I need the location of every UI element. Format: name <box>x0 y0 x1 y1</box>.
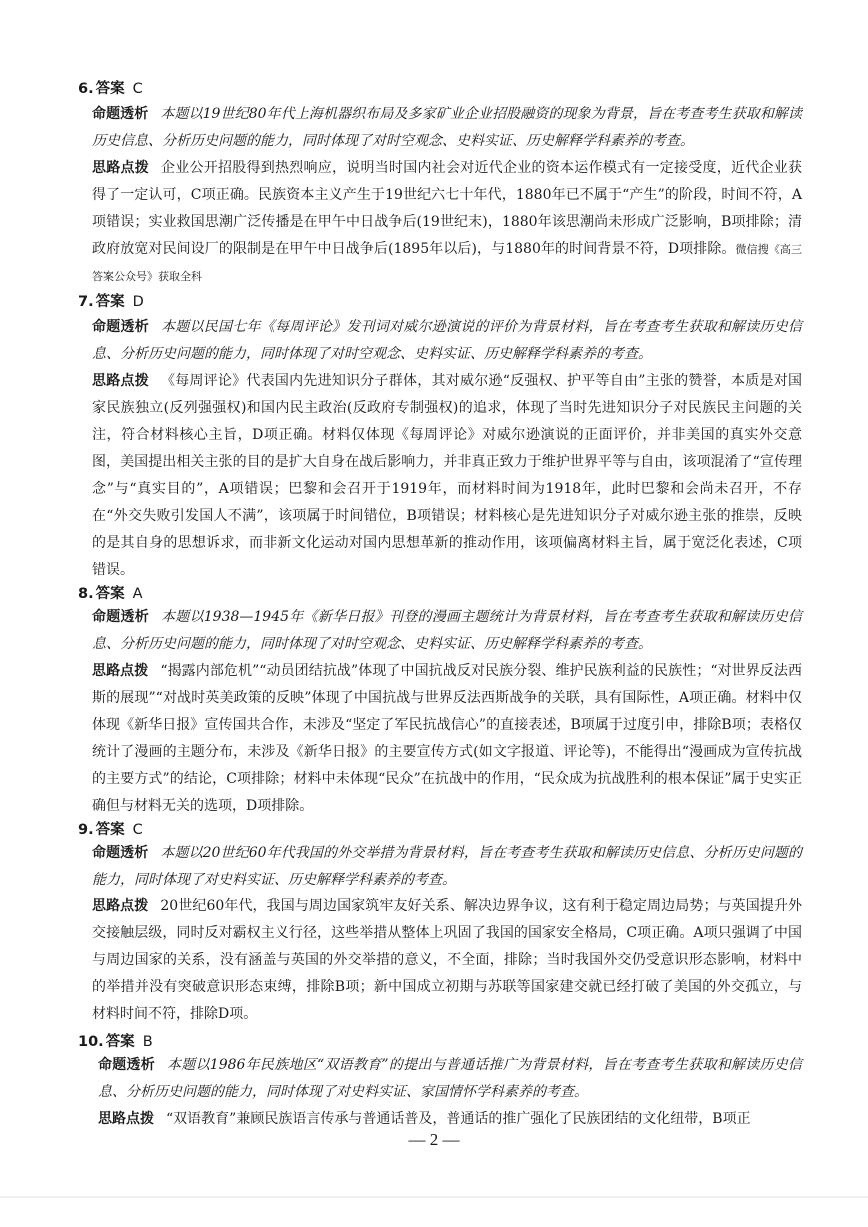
intent-label: 命题透析 <box>92 106 149 122</box>
intent-text: 本题以19世纪80年代上海机器织布局及多家矿业企业招股融资的现象为背景，旨在考查考生获取和解读历史信息、分析历史问题的能力，同时体现了对时空观念、史料实证、历史解释学科素养的考查。 <box>92 106 802 149</box>
analysis-text: “揭露内部危机”“动员团结抗战”体现了中国抗战反对民族分裂、维护民族利益的民族性；“对世界反法西斯的展现”“对战时英美政策的反映”体现了中国抗战与世界反法西斯战争的关联，具有国际性，A项正确。材料中仅体现《新华日报》宣传国共合作，未涉及“坚定了军民抗战信心”的直接表述，B项属于过度引申，排除B项；表格仅统计了漫画的主题分布，未涉及《新华日报》的主要宣传方式(如文字报道、评论等)，不能得出“漫画成为宣传抗战的主要方式”的结论，C项排除；材料中未体现“民众”在抗战中的作用，“民众成为抗战胜利的根本保证”属于史实正确但与材料无关的选项，D项排除。 <box>92 663 802 814</box>
answer-value: A <box>132 586 143 602</box>
answer-value: C <box>132 81 143 97</box>
intent-label: 命题透析 <box>92 609 149 625</box>
answer-label: 答案 <box>95 822 125 838</box>
answer-label: 答案 <box>95 294 125 310</box>
analysis-paragraph <box>92 658 802 820</box>
answer-heading <box>78 582 143 603</box>
intent-text: 本题以20世纪60年代我国的外交举措为背景材料，旨在考查考生获取和解读历史信息、分析历史问题的能力，同时体现了对史料实证、历史解释学科素养的考查。 <box>92 845 802 888</box>
intent-paragraph <box>98 1052 802 1106</box>
intent-label: 命题透析 <box>92 319 149 335</box>
question-number: 7. <box>78 294 94 310</box>
analysis-paragraph <box>92 368 802 584</box>
answer-label: 答案 <box>95 586 125 602</box>
question-number: 8. <box>78 586 94 602</box>
bottom-divider <box>0 1196 868 1198</box>
analysis-text: “双语教育”兼顾民族语言传承与普通话普及，普通话的推广强化了民族团结的文化纽带，B项正 <box>166 1111 751 1127</box>
analysis-text: 企业公开招股得到热烈响应，说明当时国内社会对近代企业的资本运作模式有一定接受度，近代企业获得了一定认可，C项正确。民族资本主义产生于19世纪六七十年代，1880年已不属于“产生”的阶段，时间不符，A项错误；实业救国思潮广泛传播是在甲午中日战争后(19世纪末)，1880年该思潮尚未形成广泛影响，B项排除；清政府放宽对民间设厂的限制是在甲午中日战争后(1895年以后)，与1880年的时间背景不符，D项排除。 <box>92 160 802 257</box>
question-number: 9. <box>78 822 94 838</box>
question-number: 6. <box>78 81 94 97</box>
analysis-paragraph <box>98 1106 802 1133</box>
analysis-text: 《每周评论》代表国内先进知识分子群体，其对威尔逊“反强权、护平等自由”主张的赞誉，本质是对国家民族独立(反列强强权)和国内民主政治(反政府专制强权)的追求，体现了当时先进知识分子对民族民主问题的关注，符合材料核心主旨，D项正确。材料仅体现《每周评论》对威尔逊演说的正面评价，并非美国的真实外交意图，美国提出相关主张的目的是扩大自身在战后影响力，并非真正致力于维护世界平等与自由，该项混淆了“宣传理念”与“真实目的”，A项错误；巴黎和会召开于1919年，而材料时间为1918年，此时巴黎和会尚未召开，不存在“外交失败引发国人不满”，该项属于时间错位，B项错误；材料核心是先进知识分子对威尔逊主张的推崇，反映的是其自身的思想诉求，而非新文化运动对国内思想革新的推动作用，该项偏离材料主旨，属于宽泛化表述，C项错误。 <box>92 373 803 578</box>
watermark-note: 微信搜《高三答案公众号》获取全科 <box>92 243 803 283</box>
answer-value: B <box>142 1034 153 1050</box>
analysis-label: 思路点拨 <box>98 1111 154 1127</box>
answer-label: 答案 <box>105 1034 135 1050</box>
answer-value: C <box>132 822 143 838</box>
intent-paragraph <box>92 314 802 368</box>
analysis-paragraph <box>92 893 802 1028</box>
answer-label: 答案 <box>95 81 125 97</box>
question-number: 10. <box>78 1034 104 1050</box>
analysis-paragraph <box>92 155 802 290</box>
intent-label: 命题透析 <box>92 845 149 861</box>
intent-text: 本题以民国七年《每周评论》发刊词对威尔逊演说的评价为背景材料，旨在考查考生获取和解读历史信息、分析历史问题的能力，同时体现了对时空观念、史料实证、历史解释学科素养的考查。 <box>92 319 802 362</box>
analysis-label: 思路点拨 <box>92 160 149 176</box>
intent-paragraph <box>92 101 802 155</box>
page-number: — 2 — <box>408 1130 460 1149</box>
analysis-label: 思路点拨 <box>92 663 149 679</box>
answer-heading <box>78 1030 153 1051</box>
answer-value: D <box>132 294 144 310</box>
answer-heading <box>78 818 143 839</box>
intent-paragraph <box>92 840 802 894</box>
answer-heading <box>78 290 144 311</box>
intent-label: 命题透析 <box>98 1057 156 1073</box>
intent-text: 本题以1938—1945年《新华日报》刊登的漫画主题统计为背景材料，旨在考查考生获取和解读历史信息、分析历史问题的能力，同时体现了对时空观念、史料实证、历史解释学科素养的考查。 <box>92 609 802 652</box>
analysis-label: 思路点拨 <box>92 898 149 914</box>
intent-text: 本题以1986年民族地区“双语教育”的提出与普通话推广为背景材料，旨在考查考生获取和解读历史信息、分析历史问题的能力，同时体现了对史料实证、家国情怀学科素养的考查。 <box>98 1057 802 1100</box>
intent-paragraph <box>92 604 802 658</box>
analysis-text: 20世纪60年代，我国与周边国家筑牢友好关系、解决边界争议，这有利于稳定周边局势；与英国提升外交接触层级，同时反对霸权主义行径，这些举措从整体上巩固了我国的国家安全格局，C项正确。A项只强调了中国与周边国家的关系，没有涵盖与英国的外交举措的意义，不全面，排除；当时我国外交仍受意识形态影响，材料中的举措并没有突破意识形态束缚，排除B项；新中国成立初期与苏联等国家建交就已经打破了美国的外交孤立，与材料时间不符，排除D项。 <box>92 898 802 1022</box>
answer-heading <box>78 77 143 98</box>
analysis-label: 思路点拨 <box>92 373 149 389</box>
